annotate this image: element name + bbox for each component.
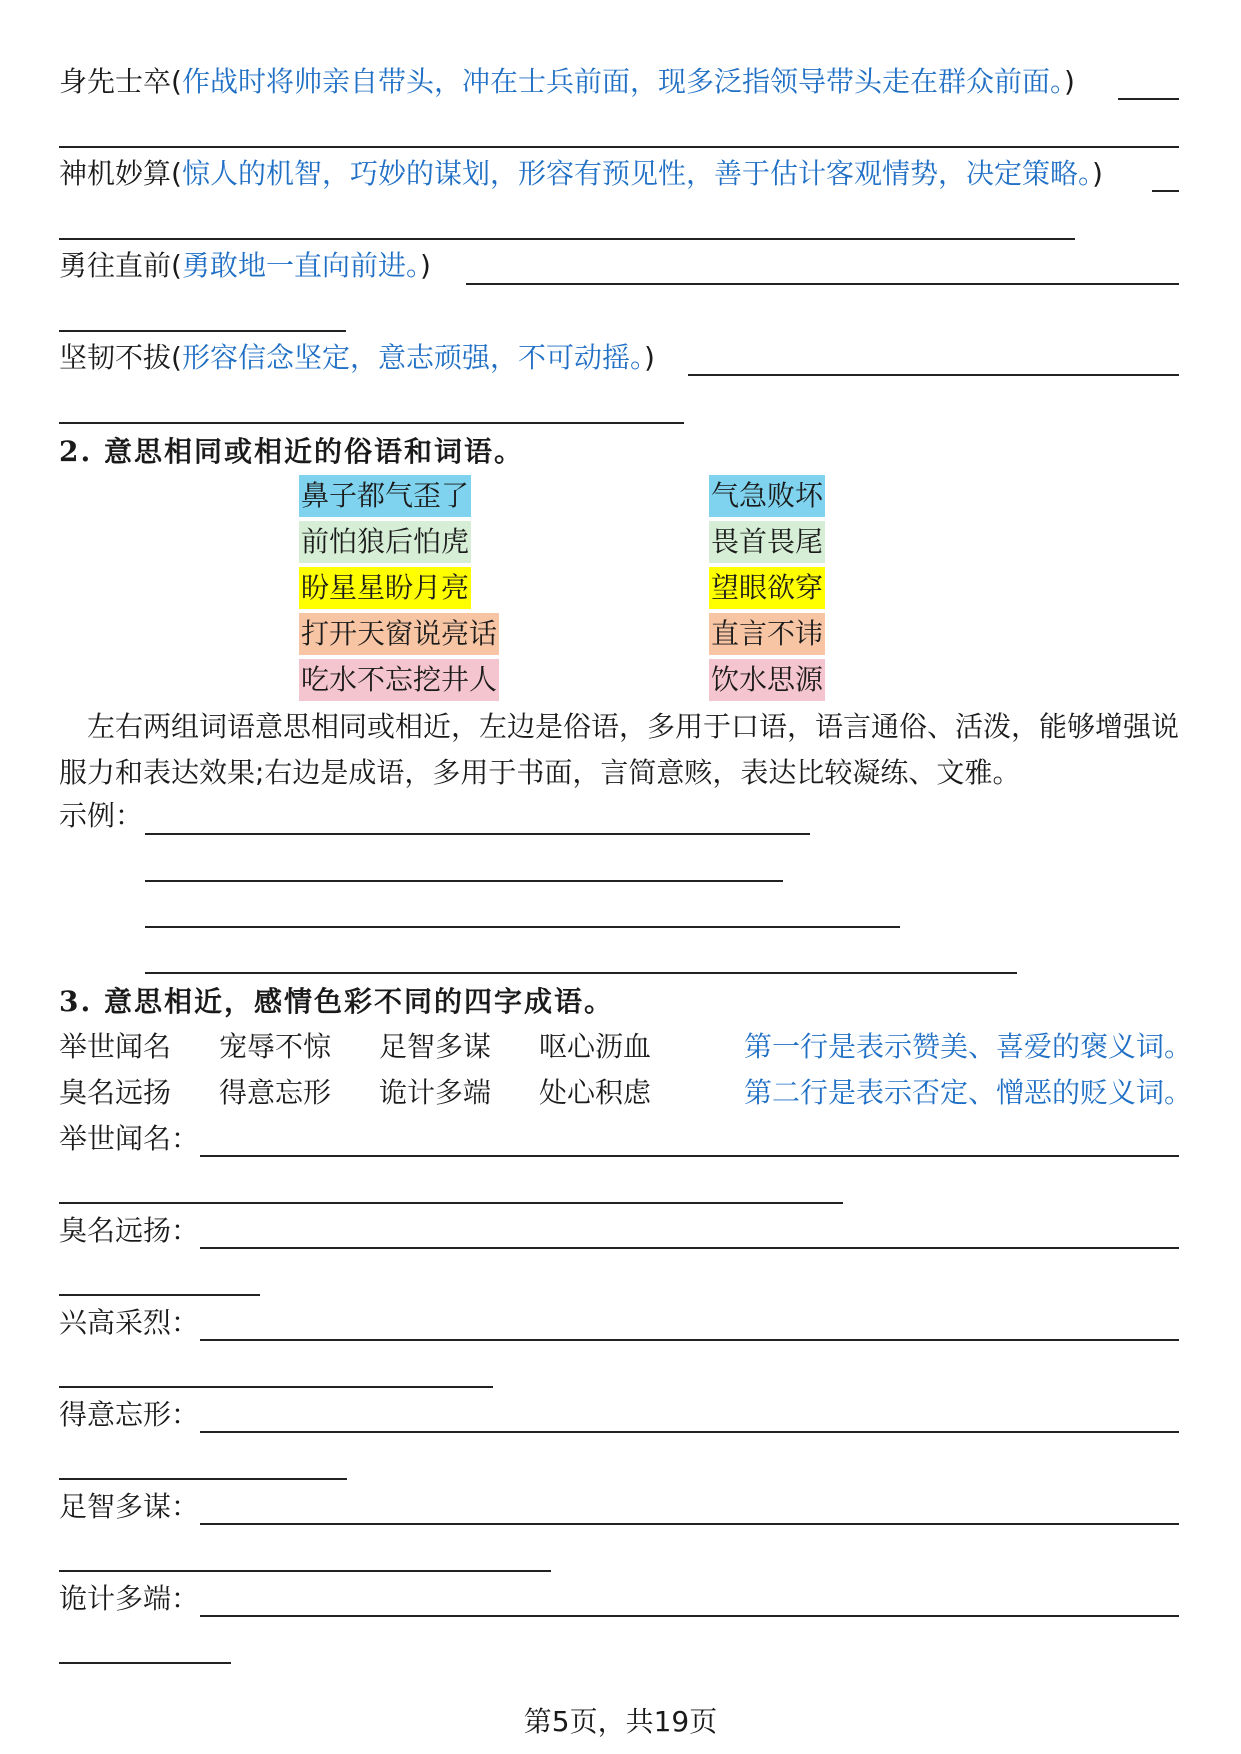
answer-line[interactable] [200,1155,1179,1157]
proverb-2: 前怕狼后怕虎 [299,521,471,563]
idiom-close-paren: ) [1091,157,1103,190]
idiom-term: 勇往直前( [59,249,182,282]
answer-line[interactable] [200,1615,1179,1617]
word-row1-1: 举世闻名 [59,1030,172,1063]
word-row1-4: 呕心沥血 [539,1030,652,1063]
proverb-4: 打开天窗说亮话 [299,613,499,655]
answer-line[interactable] [59,1570,551,1572]
section-3-heading: 3. 意思相近，感情色彩不同的四字成语。 [59,985,614,1018]
answer-line[interactable] [688,374,1179,376]
answer-line[interactable] [466,283,1179,285]
idiom-row-2 [59,154,1103,194]
word-row2-2: 得意忘形 [219,1076,332,1109]
idiom-close-paren: ) [1063,65,1075,98]
answer-line[interactable] [145,972,1017,974]
answer-line[interactable] [145,833,810,835]
proverb-1: 鼻子都气歪了 [299,475,471,517]
idiom-1: 气急败坏 [709,475,825,517]
idiom-meaning: 作战时将帅亲自带头，冲在士兵前面，现多泛指领导带头走在群众前面。 [181,65,1064,98]
exercise-label: 足智多谋： [59,1490,200,1523]
idiom-meaning: 形容信念坚定，意志顽强，不可动摇。 [181,341,644,374]
answer-line[interactable] [200,1339,1179,1341]
exercise-label: 举世闻名： [59,1122,200,1155]
answer-line[interactable] [145,926,900,928]
answer-line[interactable] [59,238,1075,240]
idiom-meaning: 勇敢地一直向前进。 [181,249,420,282]
word-row2-1: 臭名远扬 [59,1076,172,1109]
explanation-paragraph: 左右两组词语意思相同或相近，左边是俗语，多用于口语，语言通俗、活泼，能够增强说服力和表达效果;右边是成语，多用于书面，言简意赅，表达比较凝练、文雅。 [59,710,1180,789]
note-criticism: 第二行是表示否定、憎恶的贬义词。 [744,1076,1193,1109]
idiom-row-3 [59,246,431,286]
answer-line[interactable] [1152,190,1179,192]
idiom-4: 直言不讳 [709,613,825,655]
answer-line[interactable] [200,1431,1179,1433]
answer-line[interactable] [59,1294,260,1296]
answer-line[interactable] [145,880,783,882]
idiom-3: 望眼欲穿 [709,567,825,609]
answer-line[interactable] [59,146,1179,148]
answer-line[interactable] [200,1247,1179,1249]
idiom-term: 身先士卒( [59,65,182,98]
exercise-label: 臭名远扬： [59,1214,200,1247]
answer-line[interactable] [59,1386,493,1388]
exercise-label: 诡计多端： [59,1582,200,1615]
answer-line[interactable] [59,330,346,332]
page-footer: 第5页，共19页 [523,1705,718,1738]
proverb-3: 盼星星盼月亮 [299,567,471,609]
idiom-meaning: 惊人的机智，巧妙的谋划，形容有预见性，善于估计客观情势，决定策略。 [181,157,1092,190]
note-praise: 第一行是表示赞美、喜爱的褒义词。 [744,1030,1193,1063]
answer-line[interactable] [59,422,684,424]
idiom-term: 坚韧不拔( [59,341,182,374]
word-row1-3: 足智多谋 [379,1030,492,1063]
answer-line[interactable] [1118,98,1179,100]
word-row2-3: 诡计多端 [379,1076,492,1109]
word-row2-4: 处心积虑 [539,1076,652,1109]
idiom-row-4 [59,338,655,378]
answer-line[interactable] [59,1662,231,1664]
section-2-heading: 2. 意思相同或相近的俗语和词语。 [59,435,524,468]
idiom-term: 神机妙算( [59,157,182,190]
example-label: 示例： [59,799,144,832]
exercise-label: 兴高采烈： [59,1306,200,1339]
word-row1-2: 宠辱不惊 [219,1030,332,1063]
answer-line[interactable] [59,1202,843,1204]
proverb-5: 吃水不忘挖井人 [299,659,499,701]
answer-line[interactable] [200,1523,1179,1525]
idiom-2: 畏首畏尾 [709,521,825,563]
idiom-row-1 [59,62,1075,102]
exercise-label: 得意忘形： [59,1398,200,1431]
answer-line[interactable] [59,1478,347,1480]
idiom-close-paren: ) [643,341,655,374]
idiom-close-paren: ) [419,249,431,282]
idiom-5: 饮水思源 [709,659,825,701]
